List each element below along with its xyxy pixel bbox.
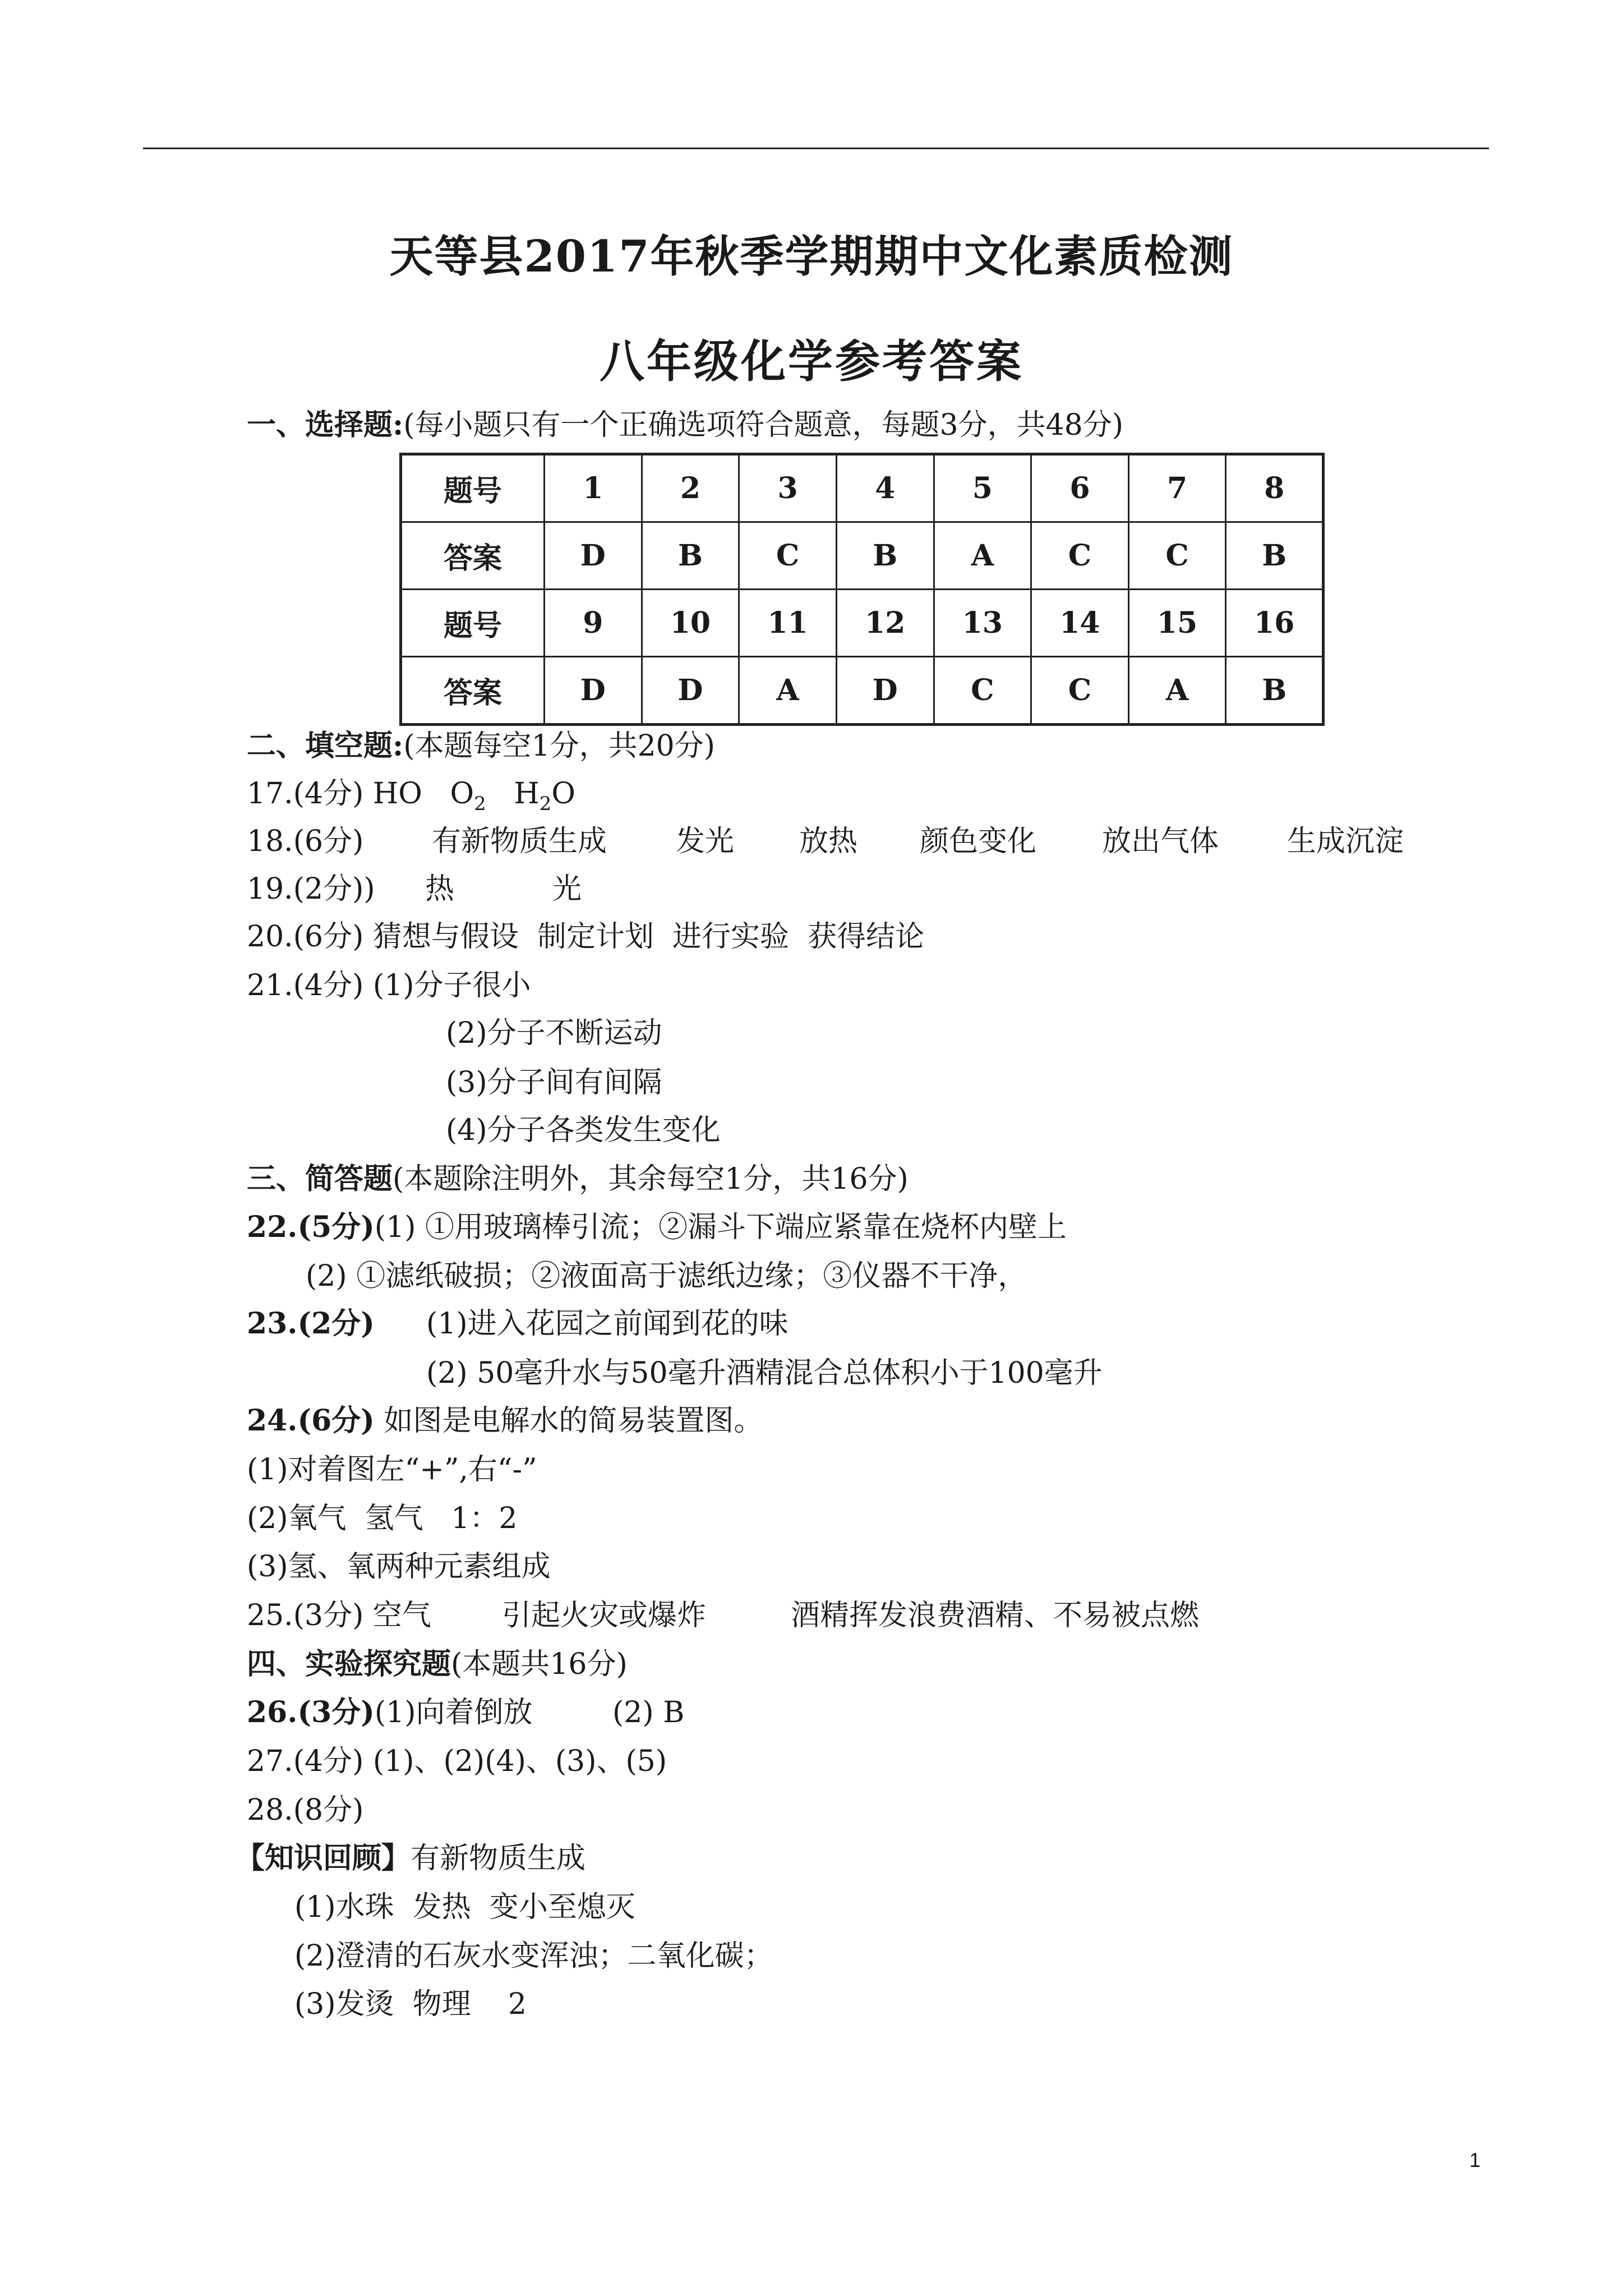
q26-answer-2: (2) B bbox=[612, 1696, 685, 1729]
section4-note: (本题共16分) bbox=[451, 1648, 628, 1681]
q18-answer: 有新物质生成 bbox=[432, 825, 607, 858]
page-number: 1 bbox=[1469, 2148, 1481, 2171]
section2-header bbox=[247, 729, 715, 763]
q24-answer: (1)对着图左“+”,右“-” bbox=[247, 1453, 537, 1487]
question-number: 15 bbox=[1128, 590, 1226, 657]
q28-review-label: 【知识回顾】 bbox=[236, 1841, 411, 1875]
table-row-numbers-1 bbox=[401, 454, 1324, 522]
question-number: 3 bbox=[739, 454, 837, 522]
q20-answer: 猜想与假设 制定计划 进行实验 获得结论 bbox=[372, 920, 925, 954]
q28-answer: (2)澄清的石灰水变浑浊；二氧化碳； bbox=[294, 1939, 773, 1973]
q17-answer-1: HO bbox=[372, 777, 422, 811]
row-label-answer: 答案 bbox=[401, 657, 545, 725]
q17-a3-tail: O bbox=[551, 777, 575, 811]
q18-answer: 生成沉淀 bbox=[1287, 825, 1404, 858]
q28-answer: (1)水珠 发热 变小至熄灭 bbox=[294, 1890, 635, 1924]
question-number: 10 bbox=[642, 590, 739, 657]
q17-label: 17.(4分) bbox=[247, 777, 364, 811]
q28-review-text: 有新物质生成 bbox=[411, 1842, 586, 1875]
q24-line bbox=[247, 1404, 763, 1438]
q21-answer: (2)分子不断运动 bbox=[446, 1016, 662, 1050]
q26-label: 26.(3分) bbox=[247, 1695, 375, 1729]
answer-cell: D bbox=[545, 522, 642, 590]
question-number: 6 bbox=[1031, 454, 1129, 522]
q22-answer-1: (1) ①用玻璃棒引流；②漏斗下端应紧靠在烧杯内壁上 bbox=[374, 1211, 1067, 1244]
question-number: 1 bbox=[545, 454, 642, 522]
answer-cell: D bbox=[642, 657, 739, 725]
table-row-answers-2 bbox=[401, 657, 1324, 725]
q21-label: 21.(4分) bbox=[247, 969, 364, 1002]
section3-heading: 三、简答题 bbox=[247, 1162, 393, 1196]
q28-label: 28.(8分) bbox=[247, 1793, 364, 1827]
question-number: 11 bbox=[739, 590, 837, 657]
q27-label: 27.(4分) bbox=[247, 1745, 364, 1778]
section2-note: (本题每空1分，共20分) bbox=[403, 729, 716, 763]
q24-answer: (2)氧气 氢气 1：2 bbox=[247, 1502, 518, 1535]
q25-label: 25.(3分) bbox=[247, 1599, 364, 1632]
header-rule bbox=[143, 148, 1489, 149]
q28-line bbox=[247, 1793, 363, 1827]
answer-cell: D bbox=[836, 657, 934, 725]
q18-label: 18.(6分) bbox=[247, 825, 364, 858]
question-number: 4 bbox=[836, 454, 934, 522]
answer-cell: B bbox=[836, 522, 934, 590]
table-row-numbers-2 bbox=[401, 590, 1324, 657]
answer-cell: A bbox=[739, 657, 837, 725]
q17-a2-sub: 2 bbox=[474, 793, 486, 815]
q26-answer-1: (1)向着倒放 bbox=[374, 1696, 533, 1729]
answer-table bbox=[399, 453, 1325, 726]
q25-answer-2: 引起火灾或爆炸 bbox=[502, 1599, 707, 1632]
question-number: 2 bbox=[642, 454, 739, 522]
q17-a3-sub: 2 bbox=[539, 793, 552, 815]
q25-line bbox=[247, 1599, 431, 1632]
q27-answer: (1)、(2)(4)、(3)、(5) bbox=[372, 1745, 667, 1778]
q28-review bbox=[236, 1842, 585, 1875]
q23-answer-2: (2) 50毫升水与50毫升酒精混合总体积小于100毫升 bbox=[426, 1356, 1103, 1390]
q18-answer: 放热 bbox=[799, 825, 858, 858]
q21-answer: (1)分子很小 bbox=[372, 969, 531, 1002]
q17-answer-2 bbox=[450, 777, 486, 815]
q26-line bbox=[247, 1696, 533, 1729]
answer-cell: A bbox=[934, 522, 1031, 590]
q23-label: 23.(2分) bbox=[247, 1306, 375, 1341]
answer-cell: C bbox=[1031, 522, 1129, 590]
q17-a3-base: H bbox=[514, 777, 540, 811]
document-title: 天等县2017年秋季学期期中文化素质检测 bbox=[389, 231, 1234, 282]
section4-heading: 四、实验探究题 bbox=[247, 1647, 451, 1681]
row-label-number: 题号 bbox=[401, 454, 545, 522]
q24-label: 24.(6分) bbox=[247, 1404, 375, 1438]
q21-answer: (3)分子间有间隔 bbox=[446, 1066, 662, 1099]
q21-line bbox=[247, 969, 531, 1002]
answer-cell: B bbox=[642, 522, 739, 590]
row-label-answer: 答案 bbox=[401, 522, 545, 590]
q23-answer-1: (1)进入花园之前闻到花的味 bbox=[426, 1307, 789, 1341]
question-number: 8 bbox=[1226, 454, 1324, 522]
q19-answer: 热 bbox=[425, 872, 455, 906]
q18-answer: 放出气体 bbox=[1102, 825, 1219, 858]
q18-line bbox=[247, 825, 363, 858]
q22-line bbox=[247, 1211, 1067, 1244]
section1-note: (每小题只有一个正确选项符合题意，每题3分，共48分) bbox=[403, 408, 1124, 442]
question-number: 9 bbox=[545, 590, 642, 657]
section1-heading: 一、选择题: bbox=[247, 408, 404, 442]
table-row-answers-1 bbox=[401, 522, 1324, 590]
q24-text: 如图是电解水的简易装置图。 bbox=[384, 1404, 763, 1438]
q24-answer: (3)氢、氧两种元素组成 bbox=[247, 1550, 551, 1584]
section2-heading: 二、填空题: bbox=[247, 729, 404, 763]
answer-cell: D bbox=[545, 657, 642, 725]
q19-line bbox=[247, 872, 375, 906]
q21-answer: (4)分子各类发生变化 bbox=[446, 1114, 721, 1147]
q25-answer-3: 酒精挥发浪费酒精、不易被点燃 bbox=[791, 1599, 1200, 1632]
q28-answer: (3)发烫 物理 2 bbox=[294, 1987, 527, 2021]
row-label-number: 题号 bbox=[401, 590, 545, 657]
q19-answer: 光 bbox=[552, 872, 582, 906]
q17-line bbox=[247, 777, 575, 814]
q22-label: 22.(5分) bbox=[247, 1210, 375, 1244]
q17-a2-base: O bbox=[450, 777, 474, 811]
section3-header bbox=[247, 1162, 909, 1196]
question-number: 13 bbox=[934, 590, 1031, 657]
q18-answer: 发光 bbox=[676, 825, 735, 858]
answer-cell: C bbox=[934, 657, 1031, 725]
question-number: 12 bbox=[836, 590, 934, 657]
answer-cell: B bbox=[1226, 657, 1324, 725]
section4-header bbox=[247, 1648, 628, 1681]
q22-answer-2: (2) ①滤纸破损；②液面高于滤纸边缘；③仪器不干净， bbox=[306, 1259, 1027, 1293]
answer-cell: C bbox=[1128, 522, 1226, 590]
section1-header bbox=[247, 408, 1123, 442]
question-number: 7 bbox=[1128, 454, 1226, 522]
question-number: 14 bbox=[1031, 590, 1129, 657]
q18-answer: 颜色变化 bbox=[920, 825, 1037, 858]
q27-line bbox=[247, 1745, 667, 1778]
q20-label: 20.(6分) bbox=[247, 920, 364, 954]
document-subtitle: 八年级化学参考答案 bbox=[600, 335, 1023, 388]
q23-line bbox=[247, 1307, 375, 1341]
section3-note: (本题除注明外，其余每空1分，共16分) bbox=[393, 1162, 909, 1196]
q19-label: 19.(2分)) bbox=[247, 872, 375, 906]
q17-answer-3 bbox=[514, 777, 575, 815]
answer-cell: C bbox=[739, 522, 837, 590]
question-number: 16 bbox=[1226, 590, 1324, 657]
answer-cell: B bbox=[1226, 522, 1324, 590]
answer-cell: C bbox=[1031, 657, 1129, 725]
question-number: 5 bbox=[934, 454, 1031, 522]
answer-cell: A bbox=[1128, 657, 1226, 725]
q20-line bbox=[247, 920, 924, 954]
q25-answer-1: 空气 bbox=[372, 1599, 431, 1632]
